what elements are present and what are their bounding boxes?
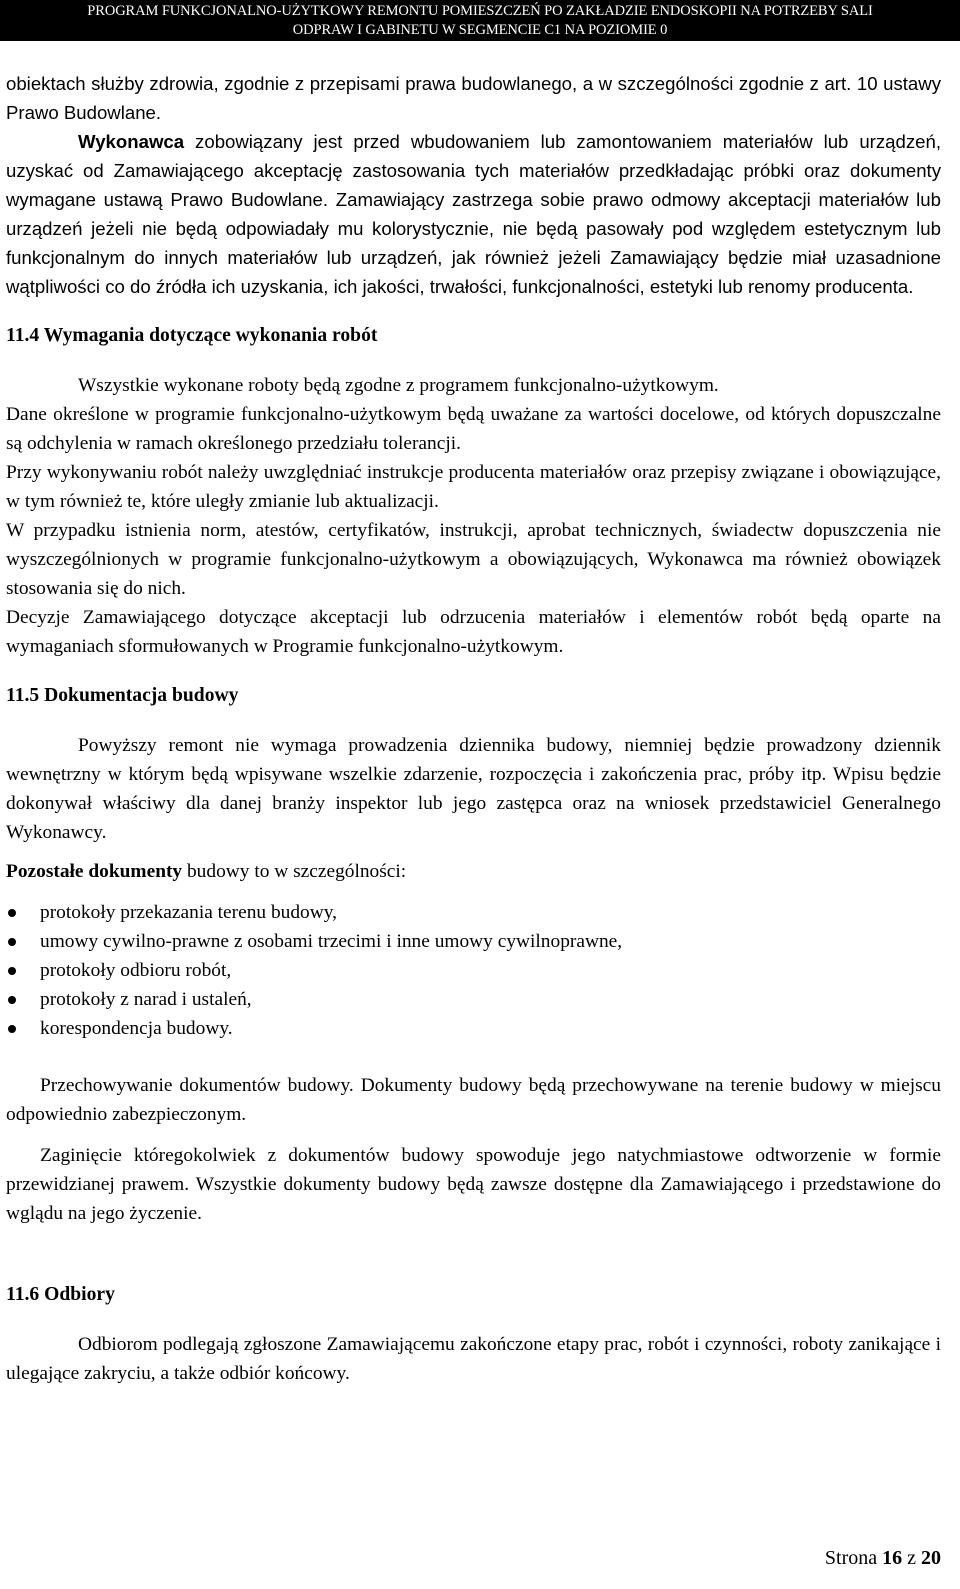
list-item: korespondencja budowy. — [6, 1014, 941, 1043]
list-item: umowy cywilno-prawne z osobami trzecimi i inne umowy cywilnoprawne, — [6, 927, 941, 956]
list-item: protokoły z narad i ustaleń, — [6, 985, 941, 1014]
intro-paragraph-2-text: zobowiązany jest przed wbudowaniem lub zamontowaniem materiałów lub urządzeń, uzyskać od Zamawiającego akceptację zastosowania tych materiałów przedkładając próbki oraz dokumenty wymagane ustawą Prawo Budowlane. Zamawiający zastrzega sobie prawo odmowy akceptacji materiałów lub urządzeń jeżeli nie będą odpowiadały mu kolorystycznie, nie będą pasowały pod względem estetycznym lub funkcjonalnym do innych materiałów lub urządzeń, jak również jeżeli Zamawiający będzie miał uzasadnione wątpliwości co do źródła ich uzyskania, ich jakości, trwałości, funkcjonalności, estetyki lub renomy producenta. — [6, 131, 941, 297]
header-line-2: ODPRAW I GABINETU W SEGMENCIE C1 NA POZIOMIE 0 — [292, 22, 668, 38]
bullet-icon — [8, 1025, 16, 1033]
bullet-icon — [8, 967, 16, 975]
bullet-icon — [8, 938, 16, 946]
contractor-term: Wykonawca — [78, 131, 185, 152]
intro-paragraph-1: obiektach służby zdrowia, zgodnie z przepisami prawa budowlanego, a w szczególności zgodnie z art. 10 ustawy Prawo Budowlane. — [6, 73, 941, 123]
section-11-5-paragraph-1: Powyższy remont nie wymaga prowadzenia dziennika budowy, niemniej będzie prowadzony dziennik wewnętrzny w którym będą wpisywane wszelkie zdarzenie, rozpoczęcia i zakończenia prac, próby itp. Wpisu będzie dokonywał właściwy dla danej branży inspektor lub jego zastępca oraz na wniosek przedstawiciel Generalnego Wykonawcy. — [6, 735, 941, 843]
other-documents-term: Pozostałe dokumenty — [6, 861, 183, 882]
page-number: Strona 16 z 20 — [824, 1547, 941, 1569]
bullet-icon — [8, 909, 16, 917]
list-item: protokoły odbioru robót, — [6, 956, 941, 985]
section-11-4-paragraph-1: Wszystkie wykonane roboty będą zgodne z programem funkcjonalno-użytkowym. — [78, 375, 719, 396]
other-documents-text: budowy to w szczególności: — [182, 861, 407, 882]
list-item: protokoły przekazania terenu budowy, — [6, 898, 941, 927]
bullet-icon — [8, 996, 16, 1004]
documents-list — [6, 898, 941, 1043]
section-11-4-paragraph-4: W przypadku istnienia norm, atestów, certyfikatów, instrukcji, aprobat technicznych, świadectw dopuszczenia nie wyszczególnionych w programie funkcjonalno-użytkowym a obowiązujących, Wykonawca ma również obowiązek stosowania się do nich. — [6, 520, 941, 599]
section-11-5-paragraph-2: Przechowywanie dokumentów budowy. Dokumenty budowy będą przechowywane na terenie budowy w miejscu odpowiednio zabezpieczonym. — [6, 1075, 941, 1125]
section-11-5-paragraph-3: Zaginięcie któregokolwiek z dokumentów budowy spowoduje jego natychmiastowe odtworzenie w formie przewidzianej prawem. Wszystkie dokumenty budowy będą zawsze dostępne dla Zamawiającego i przedstawione do wglądu na jego życzenie. — [6, 1145, 941, 1224]
intro-paragraph-2 — [6, 127, 941, 301]
header-line-1: PROGRAM FUNKCJONALNO-UŻYTKOWY REMONTU POMIESZCZEŃ PO ZAKŁADZIE ENDOSKOPII NA POTRZEBY SALI — [87, 3, 873, 19]
section-11-4-paragraph-5: Decyzje Zamawiającego dotyczące akceptacji lub odrzucenia materiałów i elementów robót będą oparte na wymaganiach sformułowanych w Programie funkcjonalno-użytkowym. — [6, 607, 941, 657]
page-header — [0, 0, 960, 41]
section-11-6-title: 11.6 Odbiory — [6, 1284, 115, 1305]
page-content — [6, 69, 941, 1388]
section-11-6-paragraph-1: Odbiorom podlegają zgłoszone Zamawiającemu zakończone etapy prac, robót i czynności, roboty zanikające i ulegające zakryciu, a także odbiór końcowy. — [6, 1334, 941, 1384]
section-11-4-title: 11.4 Wymagania dotyczące wykonania robót — [6, 325, 378, 346]
section-11-4-paragraph-2: Dane określone w programie funkcjonalno-użytkowym będą uważane za wartości docelowe, od których dopuszczalne są odchylenia w ramach określonego przedziału tolerancji. — [6, 404, 941, 454]
section-11-5-title: 11.5 Dokumentacja budowy — [6, 685, 239, 706]
section-11-4-paragraph-3: Przy wykonywaniu robót należy uwzględniać instrukcje producenta materiałów oraz przepisy związane i obowiązujące, w tym również te, które uległy zmianie lub aktualizacji. — [6, 462, 941, 512]
other-documents-intro — [6, 857, 941, 886]
